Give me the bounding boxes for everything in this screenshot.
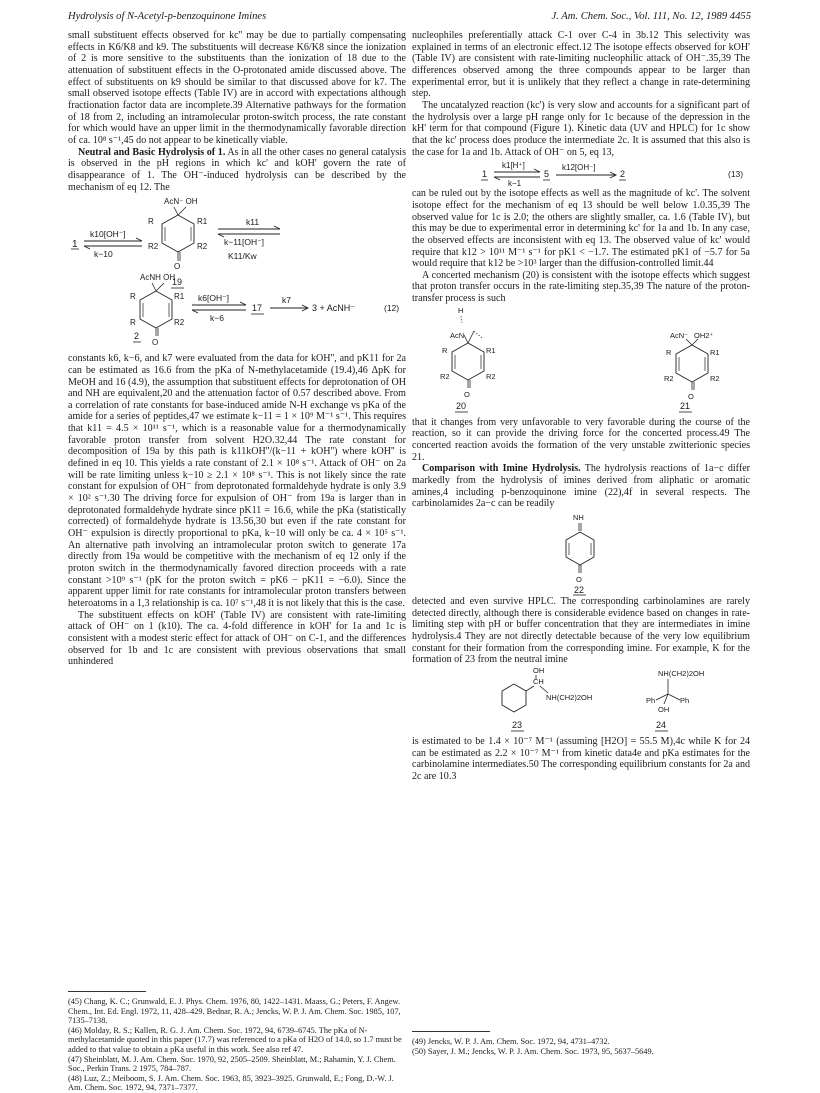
scheme-eq12: [68, 193, 406, 353]
equation-number: (13): [728, 169, 744, 180]
rate-k-11: k−11[OH⁻]: [224, 237, 264, 248]
atom-o: O: [464, 389, 470, 399]
paragraph: nucleophiles preferentially attack C-1 over C-4 in 3b.12 This selectivity was explained in terms of an electronic effect.12 The isotope effects observed for kOH' (Table IV) are consistent with rate-limiting nucleophilic attack of OH⁻.35,39 The differences observed among the three compounds appear to be larger than experimental error, but it is unlikely that they reflect a change in rate-determining step.: [412, 30, 750, 100]
running-citation: J. Am. Chem. Soc., Vol. 111, No. 12, 1989 4455: [551, 11, 751, 22]
rate-k10: k10[OH⁻]: [90, 229, 126, 240]
atom-ch: CH: [533, 676, 544, 686]
atom-ph: Ph: [680, 695, 690, 705]
equation-number: (12): [384, 303, 400, 314]
footnote-rule: [68, 991, 146, 992]
paragraph: The uncatalyzed reaction (kc') is very slow and accounts for a significant part of the hydrolysis over a large pH range only for 1c because of the depression in the kH' term for that compound (Figure 1). Kinetic data (UV and HPLC) for 1c show that the kc' process does produce the intermediate 2c. It is assumed that this also is the case for 1a and 1b. Attack of OH⁻ on 5, eq 13,: [412, 99, 750, 158]
atom-r: R: [442, 345, 448, 355]
rate-k-6: k−6: [210, 313, 224, 324]
equilibrium-K11Kw: K11/Kw: [228, 251, 257, 262]
paragraph: can be ruled out by the isotope effects as well as the magnitude of kc'. The solvent isotope effect for the mechanism of eq 13 should be well below 1.0.35,39 The observed value for 1c is 2.0; the others are slightly smaller, ca. 1.6 (Table IV), but this may be due to experimental error in determining kc' for 1a and 1b. In any case, the observed effects are inconsistent with eq 13. The observed value of kc' would require that k12 > 10¹¹ M⁻¹ s⁻¹ for pK1 < −1.7. The estimated pK1 of −5.7 for 5a would require that k12 be >10³ larger than the diffusion-controlled limit.44: [412, 188, 750, 270]
paragraph: is estimated to be 1.4 × 10⁻⁷ M⁻¹ (assuming [H2O] = 55.5 M),4c while K for 24 can be estimated as 2.2 × 10⁻⁷ M⁻¹ from kinetic data4e and pKa estimates for the carbinolamine intermediates.50 The corresponding equilibrium constants for 2a and 2c are 10.3: [412, 735, 750, 782]
right-column: [412, 30, 750, 783]
atom-o: O: [174, 262, 181, 272]
rate-k11: k11: [246, 217, 260, 228]
footnote: (50) Sayer, J. M.; Jencks, W. P. J. Am. Chem. Soc. 1973, 95, 5637–5649.: [412, 1046, 654, 1056]
atom-r: R: [130, 318, 136, 328]
atom-nh-chain: NH(CH2)2OH: [546, 692, 593, 702]
struct2-substituents: AcNH OH: [140, 273, 176, 283]
compound-20-label: 20: [456, 400, 467, 411]
paragraph: [412, 463, 750, 510]
atom-r2: R2: [440, 371, 450, 381]
compound-21-label: 21: [680, 400, 691, 411]
paragraph: small substituent effects observed for kc'' may be due to partially compensating effects in K6/K8 and k9. The substituents will decrease K6/K8 since the ionization of 2 is more sensitive to the substituents than the ionization of 18 due to the attenuation of substituent effects in the O-protonated amide discussed above. The effect of substituents on k9 should be similar to that discussed above for k7. The small observed isotope effects (Table IV) are in accord with expectations although fractionation factor data are incomplete.39 Alternative pathways for the formation of 18 from 2, including an intramolecular proton-switch process, the rate constant for which would have an upper limit in the thermodynamically favorable direction of ca. 10⁸ s⁻¹,45 do not appear to be kinetically viable.: [68, 30, 406, 146]
compound-23-label: 23: [512, 719, 523, 730]
atom-acn-minus: AcN⁻: [670, 330, 689, 340]
product-label: 3 + AcNH⁻: [312, 303, 356, 314]
compound-1-label: 1: [72, 239, 78, 251]
paragraph: [68, 147, 406, 194]
footnote: (49) Jencks, W. P. J. Am. Chem. Soc. 1972, 94, 4731–4732.: [412, 1037, 610, 1046]
compound-24-label: 24: [656, 719, 667, 730]
equation-13: [412, 158, 750, 188]
atom-r2b: R2: [710, 373, 720, 383]
running-title: Hydrolysis of N-Acetyl-p-benzoquinone Imines: [68, 11, 267, 22]
paragraph: that it changes from very unfavorable to very favorable during the course of the reaction, so it can provide the driving force for the concerted process.49 The concerted reaction avoids the formation of the very unstable zwitterionic species 21.: [412, 416, 750, 463]
compound-22-label: 22: [574, 585, 585, 596]
paragraph-text: As in all the other cases no general catalysis is observed in the pH regions in which kc' and kOH' govern the rate of disappearance of 1. The OH⁻-induced hydrolysis can be described by the mechanism of eq 12. The: [68, 146, 406, 193]
eq13-k-1: k−1: [508, 179, 522, 189]
atom-nh: NH: [573, 513, 584, 523]
rate-k7: k7: [282, 295, 291, 306]
footnote-rule: [412, 1031, 490, 1032]
atom-r2: R2: [664, 373, 674, 383]
atom-r: R: [148, 217, 154, 227]
atom-o: O: [688, 391, 694, 401]
footnote: (48) Luz, Z.; Meiboom, S. J. Am. Chem. Soc. 1963, 85, 3923–3925. Grunwald, E.; Fong, D.-W. J. Am. Chem. Soc. 1972, 94, 7371–7377.: [68, 1073, 394, 1093]
atom-r1: R1: [486, 345, 496, 355]
footnote: (46) Molday, R. S.; Kallen, R. G. J. Am. Chem. Soc. 1972, 94, 6739–6745. The pKa of N-methylacetamide quoted in this paper (17.7) was referenced to a pKa of H2O of 14.0, so 1.7 must be added to that value to obtain a pKa useful in this work. See also ref 47.: [68, 1025, 402, 1054]
footnotes-right: [412, 1037, 750, 1056]
atom-nh-chain: NH(CH2)2OH: [658, 668, 705, 678]
paragraph: The substituent effects on kOH' (Table IV) are consistent with rate-limiting attack of OH⁻ on 1 (k10). The ca. 4-fold difference in kOH' for 1a and 1c is consistent with a modest steric effect for attack of OH⁻ on C-1, and the differences observed for 1b and 1c are consistent with previous observations that small unhindered: [68, 609, 406, 668]
atom-oh2-plus: OH2⁺: [694, 330, 714, 340]
atom-r1: R1: [197, 217, 208, 227]
atom-o: O: [576, 575, 582, 585]
struct19-substituents: AcN⁻ OH: [164, 197, 198, 207]
structures-23-24: [412, 666, 750, 736]
atom-o: O: [152, 338, 159, 348]
compound-17-label: 17: [252, 303, 263, 314]
eq13-intermediate: 5: [544, 169, 550, 180]
atom-r2b: R2: [486, 371, 496, 381]
eq13-reactant: 1: [482, 169, 488, 180]
atom-r: R: [130, 292, 136, 302]
atom-acn: AcN: [450, 330, 465, 340]
eq13-k1: k1[H⁺]: [502, 161, 525, 171]
atom-r1: R1: [174, 292, 185, 302]
paragraph: A concerted mechanism (20) is consistent with the isotope effects which suggest that proton transfer occurs in the rate-limiting step.35,39 The nature of the proton-transfer process is such: [412, 269, 750, 305]
structures-20-21: [412, 305, 750, 417]
atom-r: R: [666, 347, 672, 357]
rate-k6: k6[OH⁻]: [198, 293, 229, 304]
eq13-product: 2: [620, 169, 626, 180]
atom-r2b: R2: [197, 242, 208, 252]
compound-19-label: 19: [172, 277, 183, 288]
paragraph: detected and even survive HPLC. The corresponding carbinolamines are rarely detected directly, although there is considerable evidence based on changes in rate-limiting step with pH or buffer concentration that they are intermediates in imine hydrolysis.4 They are not directly detectable because of the very low equilibrium constant for their formation from the corresponding imine. For example, K for the formation of 23 from the neutral imine: [412, 596, 750, 666]
atom-h: H: [458, 305, 464, 315]
footnotes-left: [68, 997, 406, 1093]
atom-r1: R1: [710, 347, 720, 357]
atom-r2: R2: [174, 318, 185, 328]
paragraph-text: The hydrolysis reactions of 1a−c differ markedly from the hydrolysis of imines derived from aliphatic or aromatic amines,4 including p-benzoquinone imine (22),4f in several respects. The carbinolamides 2a−c can be readily: [412, 463, 750, 510]
atom-oh: OH: [658, 704, 670, 714]
paragraph: constants k6, k−6, and k7 were evaluated from the data for kOH'', and pK11 for 2a can be estimated as 16.6 from the pKa of N-methylacetamide (19.4),46 ΔpK for MeOH and 16 (4.9), the assumption that substituent effects for deprotonation of OH and NH are equivalent,20 and the attenuation factor of 0.57 described above. From a correlation of rate constants for base-induced amide N-H exchange vs pKa of the amide for a series of peptides,47 we estimate k−11 = 1 × 10⁹ M⁻¹ s⁻¹. This requires that k11 = 4.5 × 10¹¹ s⁻¹, which is a reasonable value for a thermodynamically favorable proton transfer from solvent H2O.32,44 The rate constant for decomposition of 19a by this path is k11kOH''/(k−11 + kOH'') where kOH'' is defined in eq 10. This yields a rate constant of 2.1 × 10⁸ s⁻¹. Attack of OH⁻ on 2a will be rate limiting unless k−10 ≥ 2.1 × 10⁸ s⁻¹. This is not likely since the rate constant for expulsion of OH⁻ from deprotonated formaldehyde hydrate is only 3.9 × 10² s⁻¹.30 The driving force for expulsion of OH⁻ from 19a is larger than in deprotonated formaldehyde hydrate since pK11 = 16.6, while the pKa (statistically corrected) of formaldehyde hydrate is 13.56,30 but even if the rate constant for OH⁻ expulsion is directly proportional to pKa, k−10 will only be ca. 4 × 10⁵ s⁻¹. An alternative path involving an intramolecular proton switch to generate 17a directly from 19a would be competitive with the mechanism of eq 12 only if the proton switch in the thermodynamically favored direction proceeds with a rate constant >10⁹ s⁻¹ (pK for the proton switch = pK6 − pK11 = −6.0). Since the apparent upper limit for rate constants for intramolecular proton transfers between heteroatoms in a 1,3 relationship is ca. 10⁷ s⁻¹,48 it is not likely that this is the case.: [68, 353, 406, 609]
atom-ph: Ph: [646, 695, 656, 705]
structure-22: [412, 510, 750, 596]
footnote: (45) Chang, K. C.; Grunwald, E. J. Phys. Chem. 1976, 80, 1422–1431. Maass, G.; Peters, F. Angew. Chem., Int. Ed. Engl. 1972, 11, 428–429. Bednar, R. A.; Jencks, W. P. J. Am. Chem. Soc. 1985, 107, 7135–7138.: [68, 997, 401, 1026]
section-heading: Comparison with Imine Hydrolysis.: [422, 463, 581, 475]
atom-r2: R2: [148, 242, 159, 252]
atom-oh: OH: [533, 665, 545, 675]
compound-2-label: 2: [134, 331, 140, 342]
eq13-k12: k12[OH⁻]: [562, 163, 596, 173]
left-column: [68, 30, 406, 668]
rate-k-10: k−10: [94, 249, 113, 260]
section-heading: Neutral and Basic Hydrolysis of 1.: [78, 146, 226, 158]
footnote: (47) Sheinblatt, M. J. Am. Chem. Soc. 1970, 92, 2505–2509. Sheinblatt, M.; Rahamin, Y. J. Chem. Soc., Perkin Trans. 2 1975, 784–787.: [68, 1054, 396, 1074]
